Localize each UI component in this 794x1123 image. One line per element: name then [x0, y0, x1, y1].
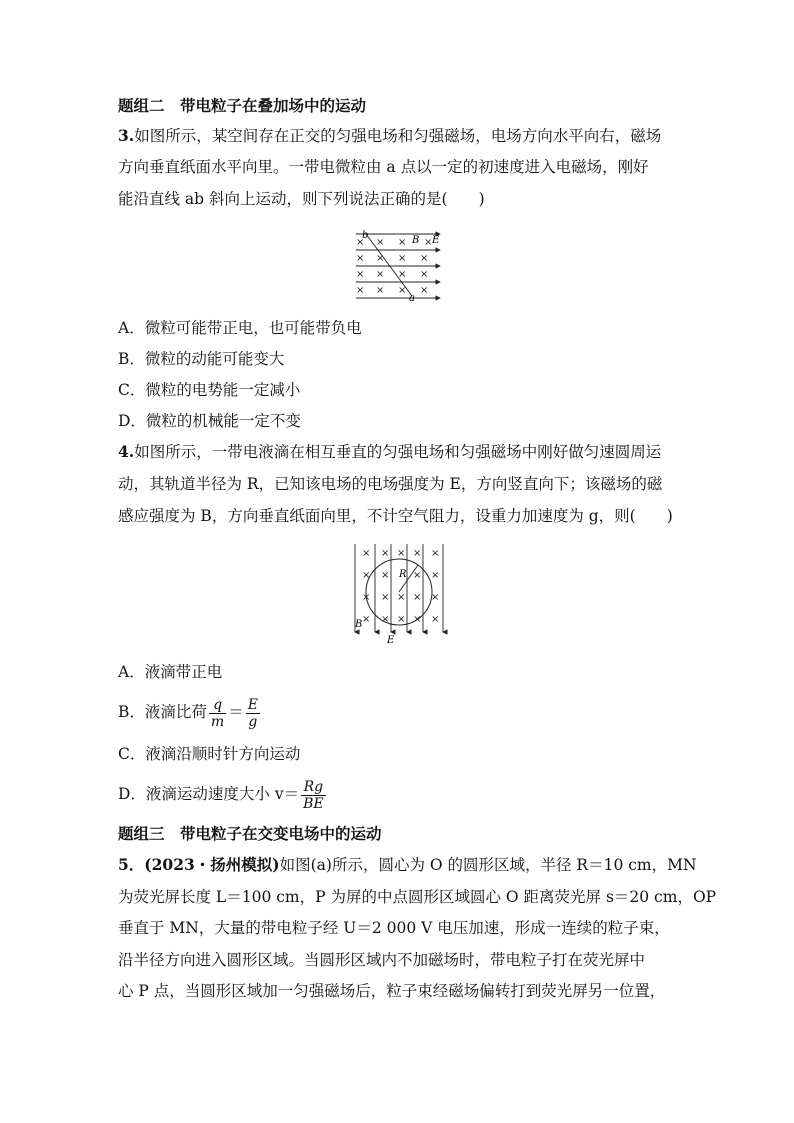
svg-text:×: × [431, 548, 440, 559]
q4-option-d-text: D．液滴运动速度大小 v＝ [118, 785, 300, 803]
speed-fraction [301, 779, 326, 812]
q3-field-figure [348, 226, 448, 304]
q5-number: 5． [118, 855, 145, 874]
fraction-denominator: m [210, 713, 225, 730]
svg-text:×: × [431, 592, 440, 603]
svg-text:×: × [431, 570, 440, 581]
e-field-label-q4: E [387, 635, 395, 646]
q4-option-d [118, 776, 328, 812]
svg-text:×: × [362, 570, 371, 581]
section-heading-2: 题组二 带电粒子在叠加场中的运动 [118, 96, 367, 115]
svg-text:×: × [420, 285, 429, 296]
svg-text:×: × [356, 237, 365, 248]
q3-option-c: C．微粒的电势能一定减小 [118, 381, 301, 399]
q3-option-d: D．微粒的机械能一定不变 [118, 412, 301, 430]
q3-option-a: A．微粒可能带正电，也可能带负电 [118, 319, 362, 337]
point-a-label: a [409, 293, 415, 304]
q3-stem-line-1 [118, 126, 661, 146]
svg-text:×: × [424, 237, 433, 248]
q4-option-a: A．液滴带正电 [118, 663, 223, 681]
q5-stem-line-1 [118, 855, 697, 875]
section-heading-3: 题组三 带电粒子在交变电场中的运动 [118, 824, 382, 843]
svg-text:×: × [398, 237, 407, 248]
e-over-g-fraction [246, 697, 260, 730]
svg-text:×: × [376, 237, 385, 248]
svg-text:×: × [413, 570, 422, 581]
svg-text:×: × [397, 592, 406, 603]
q5-stem-line-2: 为荧光屏长度 L＝100 cm，P 为屏的中点圆形区域圆心 O 距离荧光屏 s＝20 cm，OP [118, 888, 717, 906]
svg-text:×: × [397, 614, 406, 625]
svg-text:×: × [356, 269, 365, 280]
q3-option-b: B．微粒的动能可能变大 [118, 350, 285, 368]
svg-text:×: × [362, 592, 371, 603]
svg-text:×: × [381, 592, 390, 603]
q5-stem-line-3: 垂直于 MN，大量的带电粒子经 U＝2 000 V 电压加速，形成一连续的粒子束， [118, 919, 670, 937]
svg-text:×: × [420, 253, 429, 264]
svg-text:×: × [398, 269, 407, 280]
svg-text:×: × [413, 614, 422, 625]
b-field-label: B [412, 235, 420, 246]
svg-text:×: × [362, 614, 371, 625]
svg-text:×: × [413, 548, 422, 559]
q4-option-b [118, 694, 262, 730]
svg-text:×: × [397, 548, 406, 559]
q3-stem-line-2: 方向垂直纸面水平向里。一带电微粒由 a 点以一定的初速度进入电磁场，刚好 [118, 158, 649, 176]
equals-sign: ＝ [228, 703, 244, 721]
q5-stem-line-5: 心 P 点，当圆形区域加一匀强磁场后，粒子束经磁场偏转打到荧光屏另一位置， [118, 982, 666, 1000]
svg-text:×: × [398, 285, 407, 296]
q5-source: (2023・扬州模拟) [144, 855, 280, 874]
fraction-numerator: Rg [301, 779, 326, 796]
svg-text:×: × [381, 614, 390, 625]
radius-label: R [399, 569, 407, 580]
q4-number: 4. [118, 442, 135, 461]
q4-option-c: C．液滴沿顺时针方向运动 [118, 745, 301, 763]
q4-stem-line-3: 感应强度为 B，方向垂直纸面向里，不计空气阻力，设重力加速度为 g，则( ) [118, 507, 673, 525]
q4-line1-text: 如图所示，一带电液滴在相互垂直的匀强电场和匀强磁场中刚好做匀速圆周运 [134, 443, 662, 461]
fraction-numerator: E [247, 696, 258, 713]
svg-text:×: × [376, 285, 385, 296]
fraction-denominator: g [248, 713, 258, 730]
q4-field-figure [345, 540, 455, 648]
charge-mass-fraction [209, 697, 226, 730]
e-field-label: E [432, 235, 440, 246]
point-b-label: b [362, 230, 369, 241]
q5-stem-line-4: 沿半径方向进入圆形区域。当圆形区域内不加磁场时，带电粒子打在荧光屏中 [118, 951, 646, 969]
q4-stem-line-2: 动，其轨道半径为 R，已知该电场的电场强度为 E，方向竖直向下；该磁场的磁 [118, 475, 663, 493]
svg-text:×: × [376, 253, 385, 264]
svg-text:×: × [376, 269, 385, 280]
svg-text:×: × [381, 548, 390, 559]
fraction-numerator: q [209, 697, 226, 714]
svg-text:×: × [398, 253, 407, 264]
q4-stem-line-1 [118, 442, 661, 462]
q3-stem-line-3: 能沿直线 ab 斜向上运动，则下列说法正确的是( ) [118, 190, 485, 208]
fraction-denominator: BE [303, 795, 324, 812]
q5-line1-text: 如图(a)所示，圆心为 O 的圆形区域，半径 R＝10 cm，MN [279, 856, 697, 874]
svg-text:×: × [413, 592, 422, 603]
svg-text:×: × [362, 548, 371, 559]
svg-text:×: × [356, 253, 365, 264]
q3-number: 3. [118, 126, 135, 145]
b-field-label-q4: B [355, 619, 363, 630]
svg-text:×: × [381, 570, 390, 581]
svg-text:×: × [431, 614, 440, 625]
magnetic-field-crosses [356, 237, 432, 296]
svg-text:×: × [420, 269, 429, 280]
svg-text:×: × [356, 285, 365, 296]
q3-line1-text: 如图所示，某空间存在正交的匀强电场和匀强磁场，电场方向水平向右，磁场 [134, 127, 662, 145]
q4-option-b-text: B．液滴比荷 [118, 703, 207, 721]
